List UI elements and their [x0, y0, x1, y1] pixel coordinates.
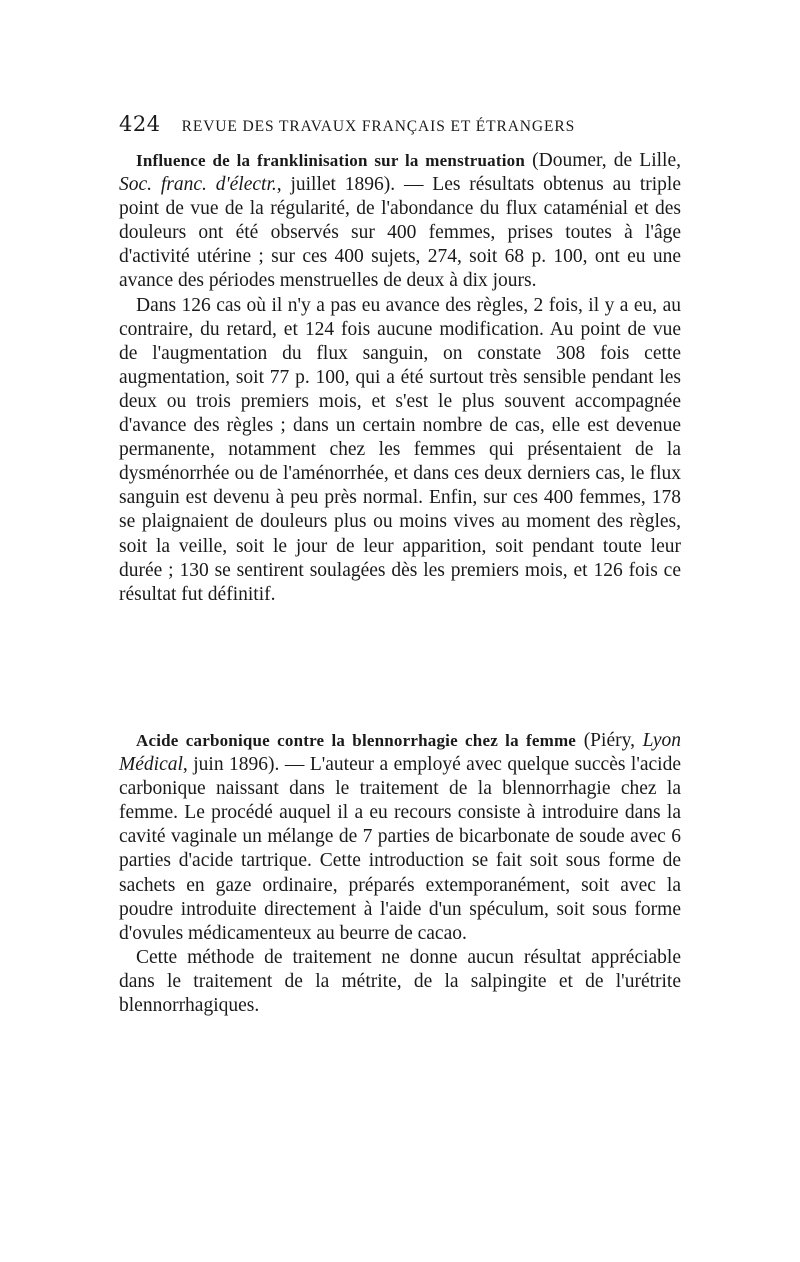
citation-open: (Piéry,	[576, 730, 643, 751]
running-title: REVUE DES TRAVAUX FRANÇAIS ET ÉTRANGERS	[181, 118, 576, 135]
article-paragraph: Cette méthode de traitement ne donne aucun résultat appréciable dans le traitement de la métrite, de la salpingite et de l'urétrite blennorrhagiques.	[119, 946, 681, 1017]
article-body: , juillet 1896). — Les résultats obtenus au triple point de vue de la régularité, de l'abondance du flux cataménial et des douleurs ont été observés sur 400 femmes, prises toutes à l'âge d'activité utérine ; sur ces 400 sujets, 274, soit 68 p. 100, ont eu une avance des périodes menstruelles de deux à dix jours.	[119, 174, 681, 292]
article-paragraph	[119, 729, 681, 946]
article-paragraph	[119, 149, 681, 294]
source-title: Soc. franc. d'électr.	[119, 174, 277, 196]
page-number: 424	[119, 112, 161, 136]
source-title: Lyon Médical	[119, 730, 682, 776]
article-franklinisation	[119, 149, 681, 607]
article-paragraph: Dans 126 cas où il n'y a pas eu avance des règles, 2 fois, il y a eu, au contraire, du retard, et 124 fois aucune modification. Au point de vue de l'augmentation du flux sanguin, on constate 308 fois cette augmentation, soit 77 p. 100, qui a été surtout très sensible pendant les deux ou trois premiers mois, et s'est le plus souvent accompagnée d'avance des règles ; dans un certain nombre de cas, elle est devenue permanente, notamment chez les femmes qui présentaient de la dysménorrhée ou de l'aménorrhée, et dans ces deux derniers cas, le flux sanguin est devenu à peu près normal. Enfin, sur ces 400 femmes, 178 se plaignaient de douleurs plus ou moins vives au moment des règles, soit la veille, soit le jour de leur apparition, soit pendant toute leur durée ; 130 se sentirent soulagées dès les premiers mois, et 126 fois ce résultat fut définitif.	[119, 294, 681, 605]
article-body: , juin 1896). — L'auteur a employé avec quelque succès l'acide carbonique naissant dans le traitement de la blennorrhagie chez la femme. Le procédé auquel il a eu recours consiste à introduire dans la cavité vaginale un mélange de 7 parties de bicarbonate de soude avec 6 parties d'acide tartrique. Cette introduction se fait soit sous forme de sachets en gaze ordinaire, préparés extemporanément, soit avec la poudre introduite directement à l'aide d'un spéculum, soit sous forme d'ovules médicamenteux au beurre de cacao.	[119, 754, 681, 944]
article-headline: Influence de la franklinisation sur la menstruation	[136, 151, 525, 170]
running-head	[119, 112, 684, 142]
article-acide-carbonique	[119, 729, 681, 1018]
citation-open: (Doumer, de Lille,	[525, 150, 681, 171]
article-headline: Acide carbonique contre la blennorrhagie chez la femme	[136, 731, 577, 750]
